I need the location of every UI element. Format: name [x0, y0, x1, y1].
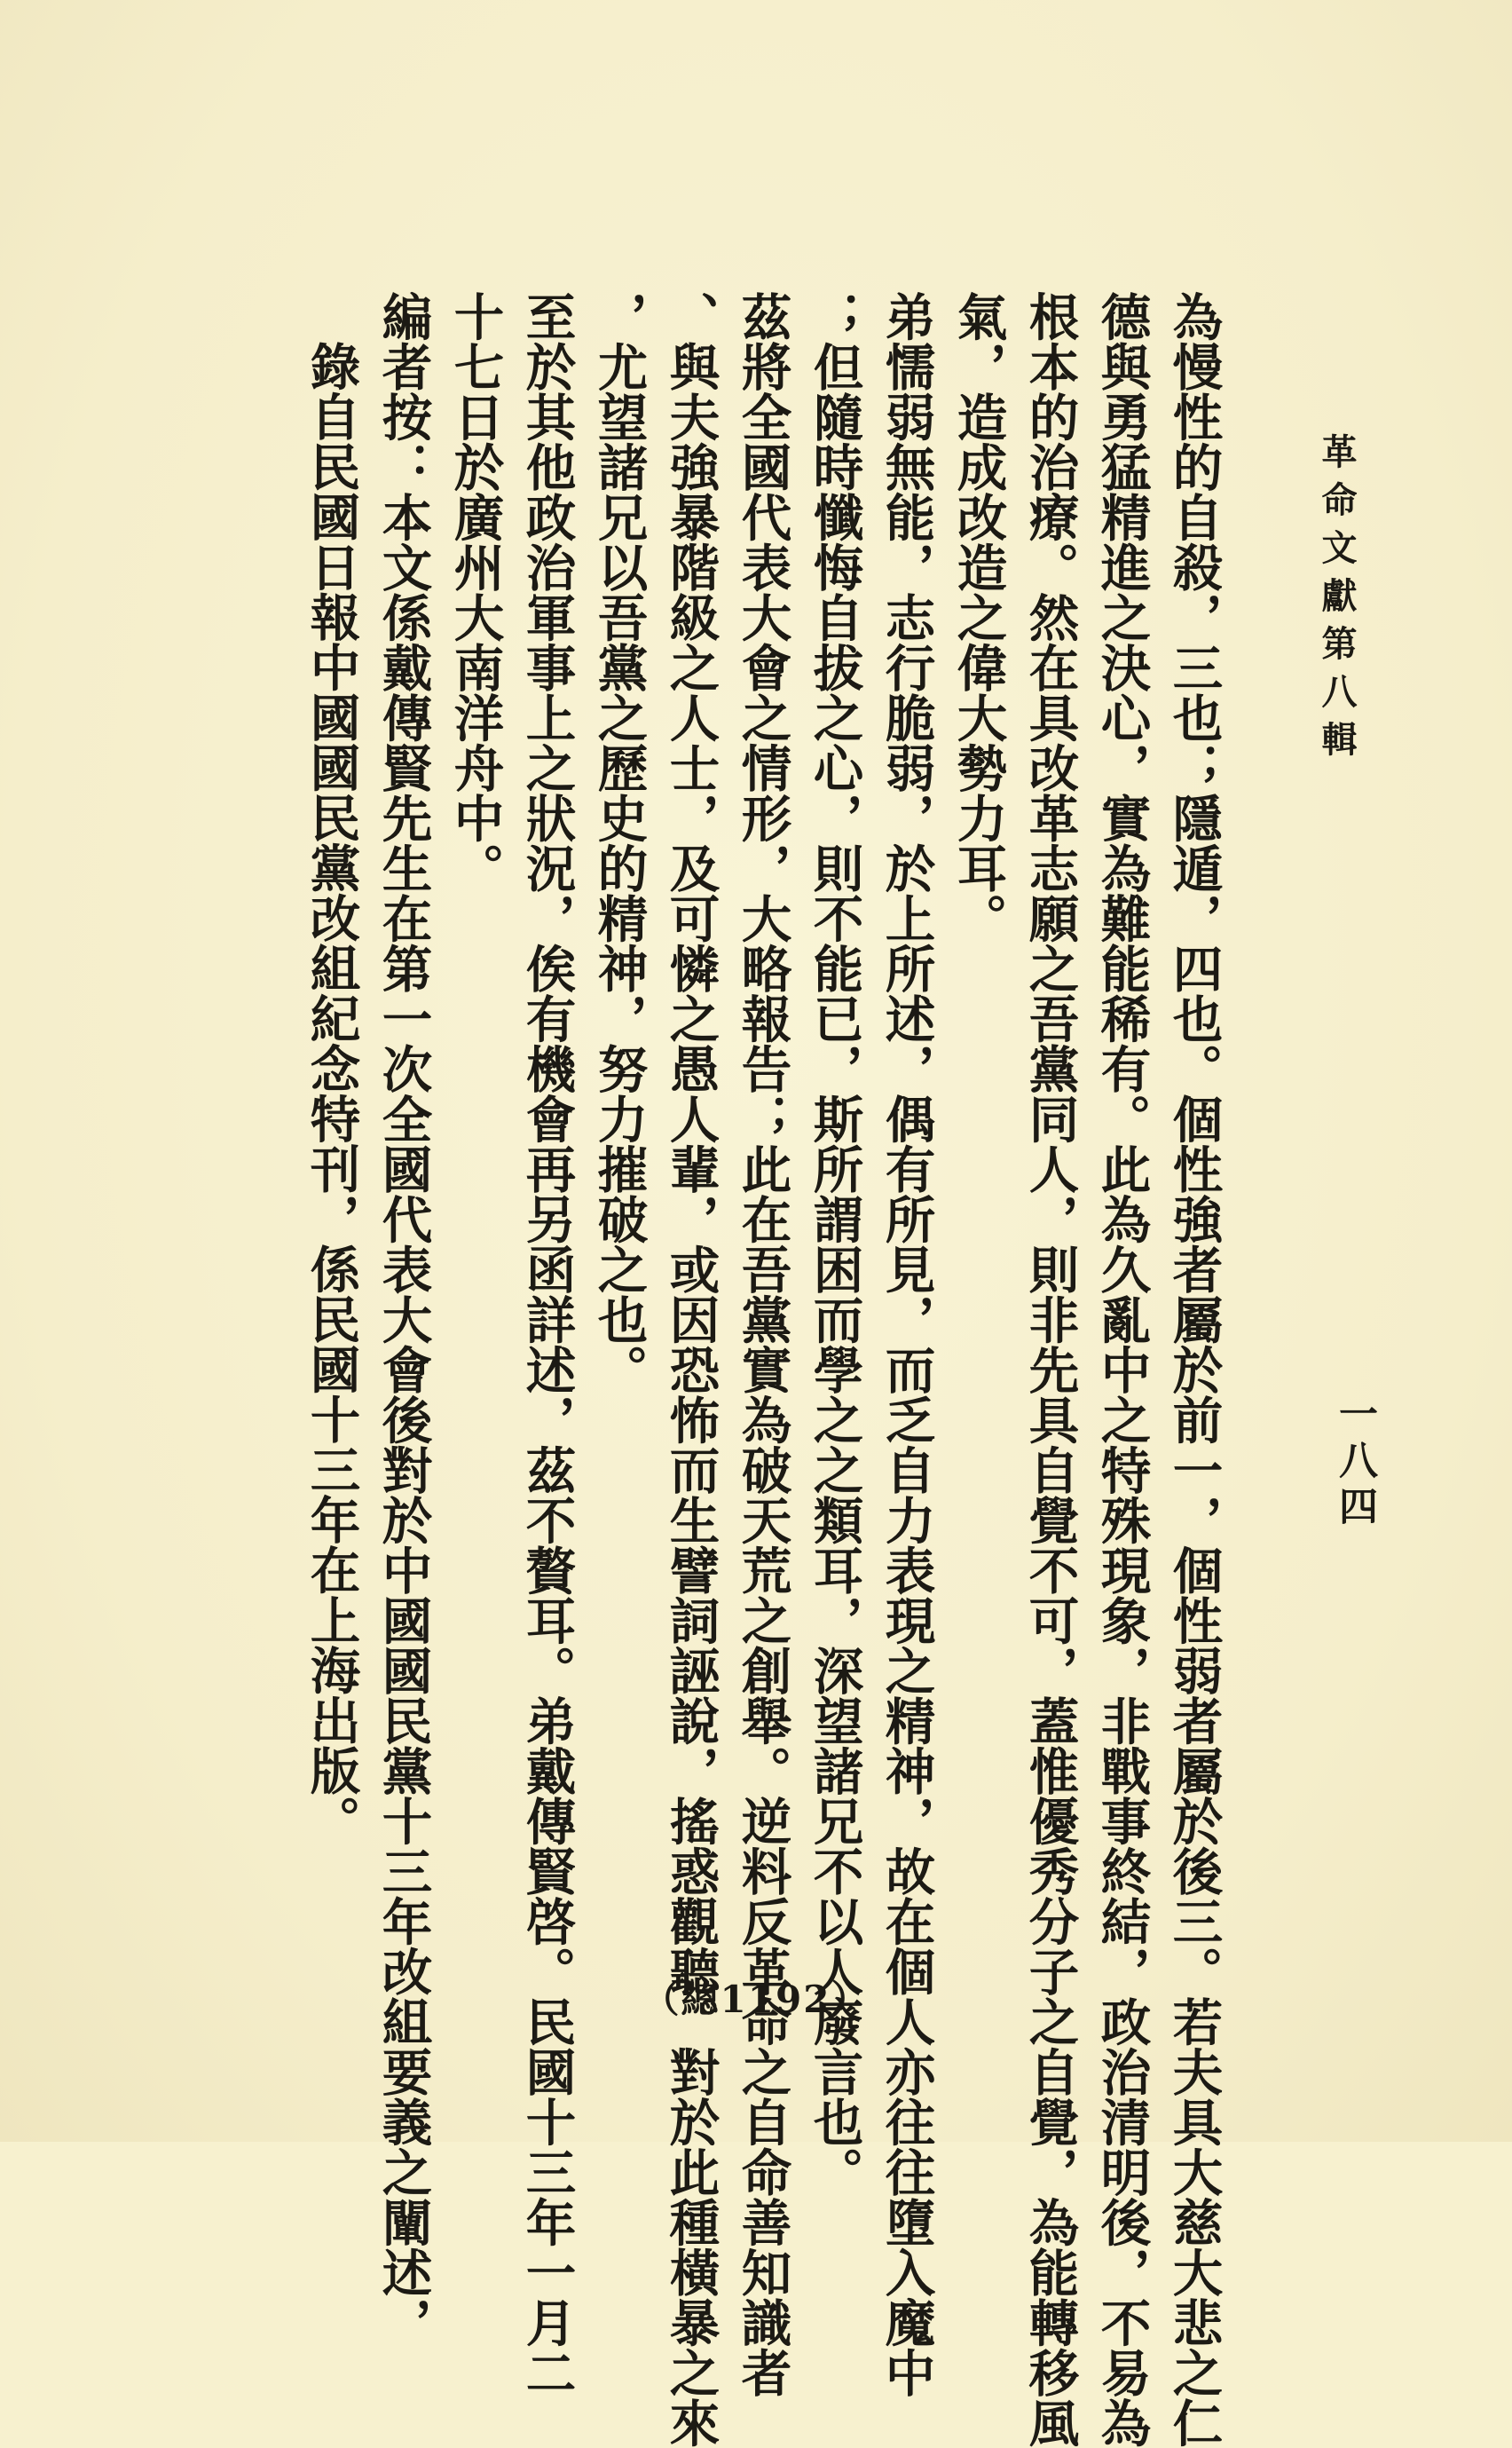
total-page-number: （總1192） [642, 1978, 870, 2021]
text-column: ，尤望諸兄以吾黨之歷史的精神，努力摧破之也。 [589, 291, 649, 1394]
text-column: 十七日於廣州大南洋舟中。 [445, 291, 505, 893]
editor-note-column: 錄自民國日報中國國民黨改組紀念特刊，係民國十三年在上海出版。 [302, 341, 361, 1845]
text-column: 氣，造成改造之偉大勢力耳。 [949, 291, 1008, 944]
page-number: 一八四 [1332, 1394, 1377, 1532]
text-column: ；但隨時懺悔自拔之心，則不能已，斯所謂困而學之之類耳，深望諸兄不以人廢言也。 [805, 291, 864, 2197]
text-column: 根本的治療。然在具改革志願之吾黨同人，則非先具自覺不可，蓋惟優秀分子之自覺，為能轉移風 [1020, 291, 1080, 2448]
text-column: 德與勇猛精進之決心，實為難能稀有。此為久亂中之特殊現象，非戰事終結，政治清明後，不易為 [1092, 291, 1152, 2448]
editor-note-column: 編者按：本文係戴傳賢先生在第一次全國代表大會後對於中國國民黨十三年改組要義之闡述， [374, 291, 433, 2348]
text-column: 弟懦弱無能，志行脆弱，於上所述，偶有所見，而乏自力表現之精神，故在個人亦往往墮入魔中 [877, 291, 936, 2397]
text-column: 、與夫強暴階級之人士，及可憐之愚人輩，或因恐怖而生譬詞誣說，搖惑觀聽。對於此種橫暴之來 [661, 291, 721, 2448]
text-column: 為慢性的自殺，三也；隱遁，四也。個性強者屬於前一，個性弱者屬於後三。若夫具大慈大悲之仁 [1164, 291, 1224, 2448]
running-header-title: 革命文獻第八輯 [1316, 433, 1358, 769]
text-column: 茲將全國代表大會之情形，大略報告；此在吾黨實為破天荒之創舉。逆料反革命之自命善知識者 [733, 291, 792, 2397]
text-column: 至於其他政治軍事上之狀況，俟有機會再另函詳述，茲不贅耳。弟戴傳賢啓。民國十三年一月二 [517, 291, 577, 2397]
